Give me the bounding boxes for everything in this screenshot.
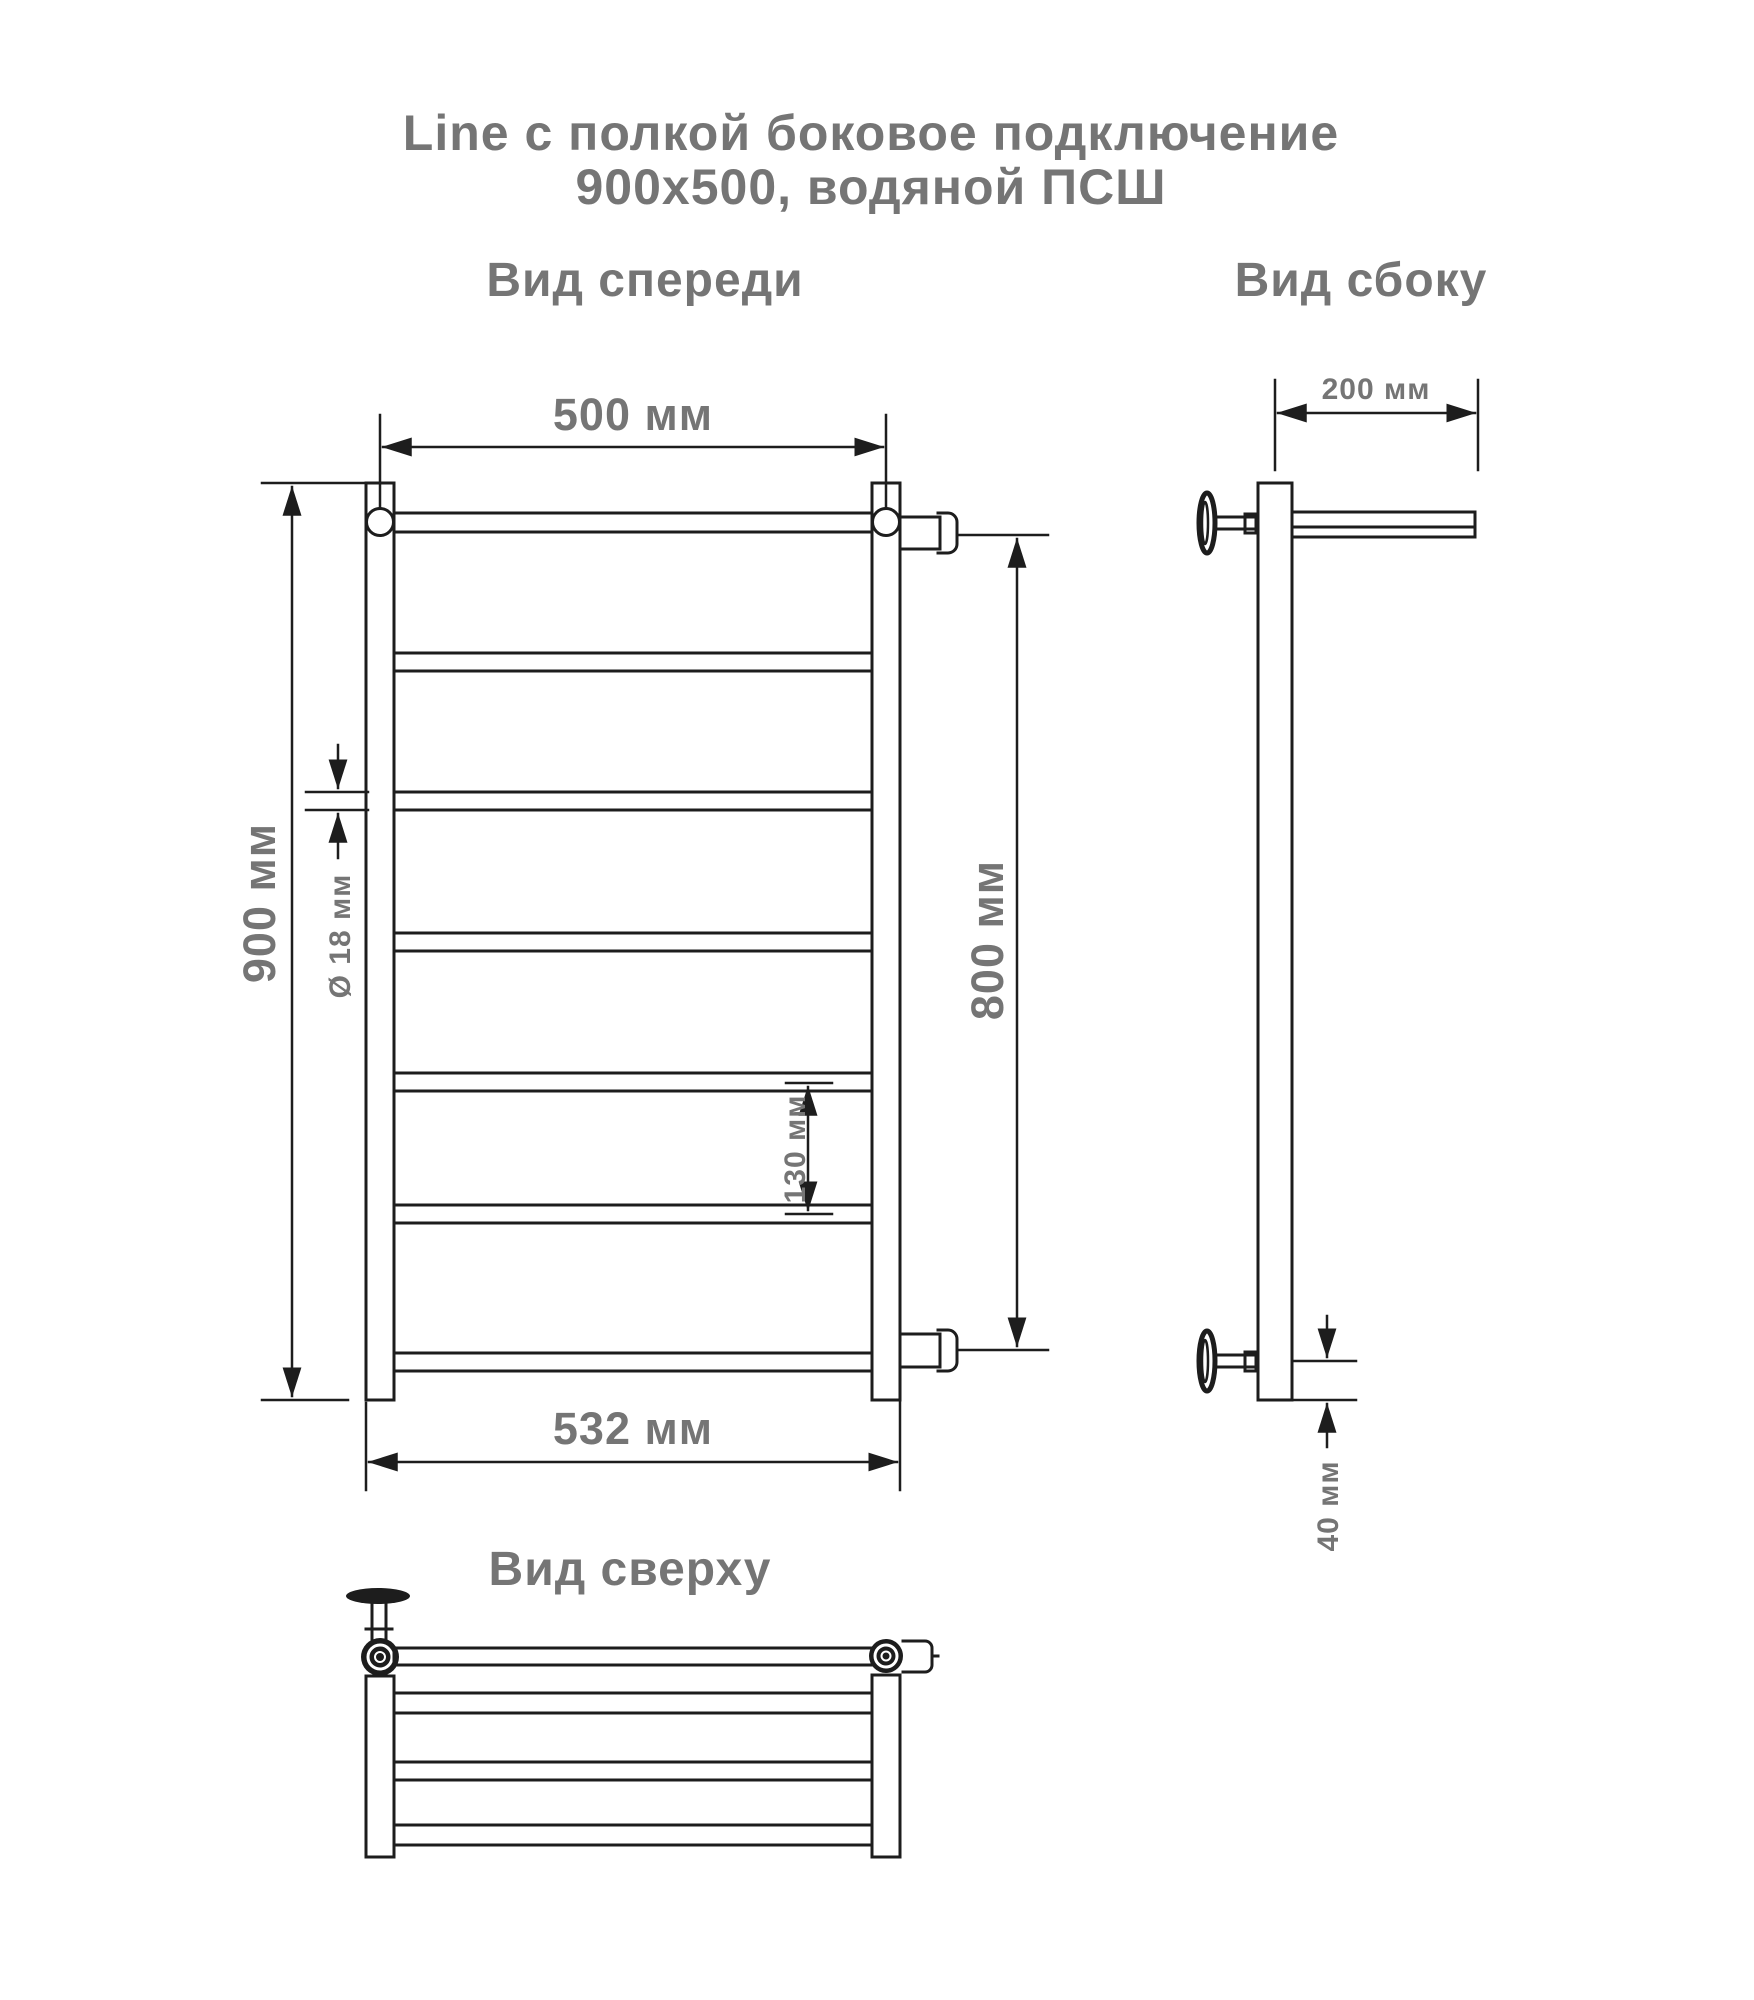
dim-height-800-label: 800 мм [962,859,1013,1021]
front-top-bar [394,513,872,532]
title-line-1: Line с полкой боковое подключение [402,105,1340,161]
dim-offset-40-label: 40 мм [1312,1460,1345,1552]
front-left-joint [367,509,394,536]
dim-width-500-label: 500 мм [552,389,714,440]
top-left-post [366,1676,394,1857]
top-right-connection [903,1641,938,1672]
dim-height-800 [958,535,1048,1350]
dim-depth-200 [1275,373,1478,470]
side-shelf-bar [1292,512,1475,537]
dim-offset-40 [1294,1316,1356,1552]
title-line-2: 900x500, водяной ПСШ [575,159,1167,215]
dim-diameter-18-label: Ø 18 мм [324,873,357,999]
front-rung [394,933,872,951]
top-right-joint [869,1639,903,1673]
dim-width-532-label: 532 мм [552,1403,714,1454]
top-view-label: Вид сверху [488,1543,772,1596]
side-top-bracket [1199,493,1258,553]
drawing-title [403,105,1339,215]
dim-spacing-130 [779,1083,832,1214]
dim-width-532 [366,1371,900,1490]
dim-diameter-18 [306,745,368,998]
top-shelf-tube [394,1825,872,1845]
side-view-label: Вид сбоку [1234,254,1488,307]
top-view [346,1543,938,1857]
dim-depth-200-label: 200 мм [1321,373,1431,406]
side-bottom-bracket [1199,1331,1258,1391]
dim-spacing-130-label: 130 мм [779,1094,812,1204]
front-bottom-connection [900,1330,957,1371]
top-right-post [872,1675,900,1857]
front-right-post [872,483,900,1400]
side-view [1199,254,1487,1552]
front-rung [394,1353,872,1371]
front-top-connection [900,513,957,553]
front-right-joint [873,509,900,536]
top-shelf-tube [394,1693,872,1713]
front-left-post [366,483,394,1400]
top-shelf-tube [394,1648,872,1665]
front-frame [366,483,957,1400]
dim-height-900 [234,483,394,1400]
top-left-bracket [346,1588,410,1640]
front-rung [394,792,872,810]
dim-height-900-label: 900 мм [234,822,285,984]
side-post [1258,483,1292,1400]
side-profile [1199,483,1475,1400]
top-shelf-tube [394,1762,872,1780]
front-view-label: Вид спереди [486,254,804,307]
front-view [234,254,1048,1490]
front-rung [394,653,872,671]
dim-width-500 [380,389,886,509]
